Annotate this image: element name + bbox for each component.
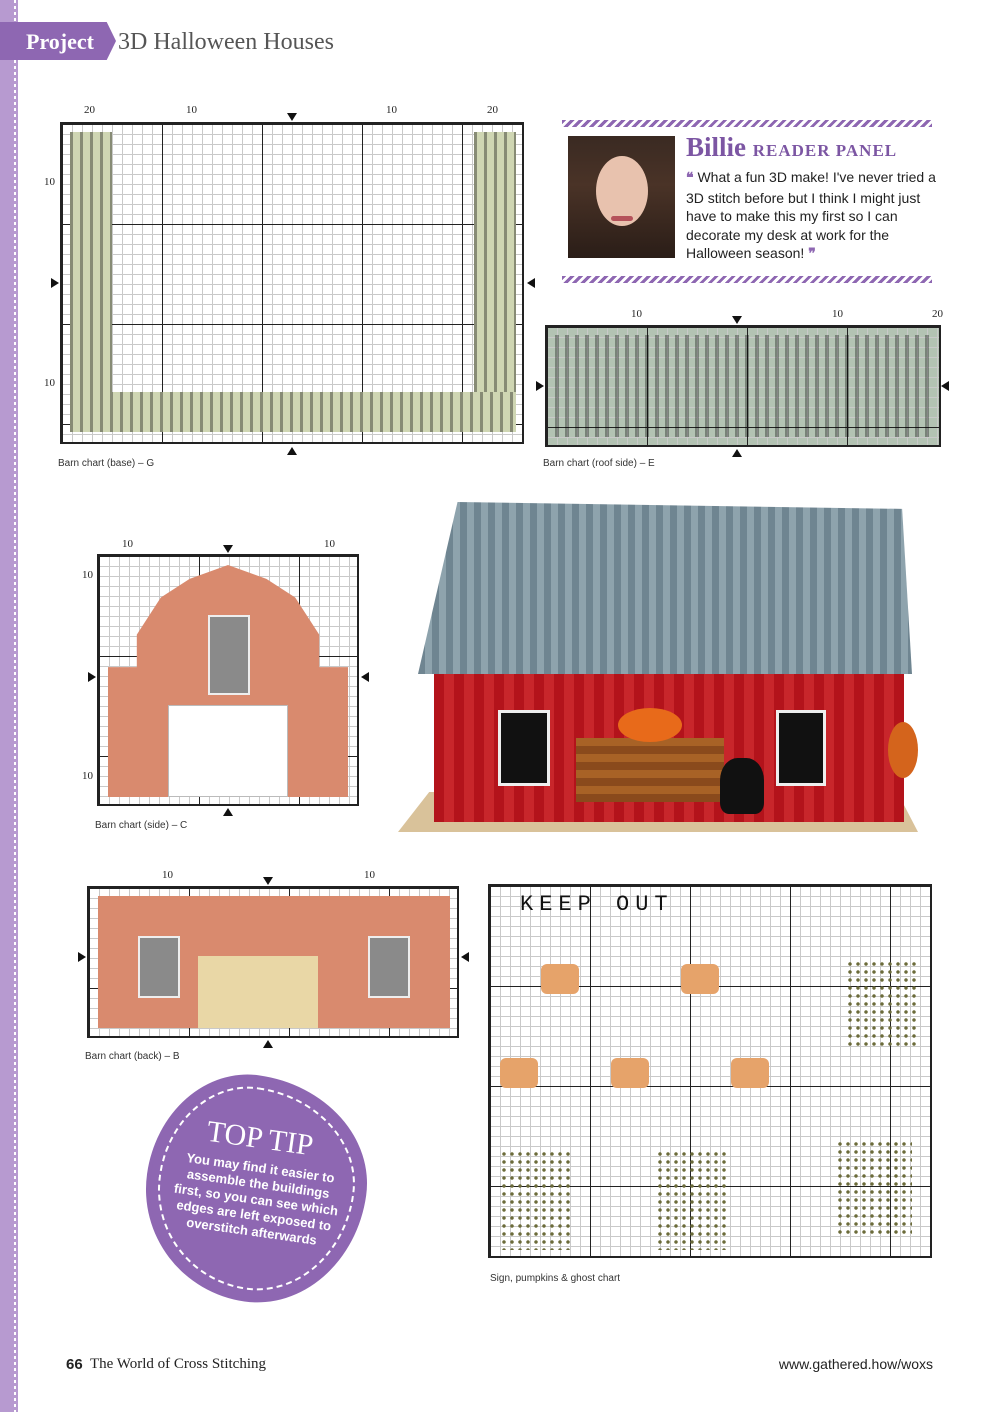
chart-side-tick: 10 [82,770,93,782]
quote-close-icon: ❞ [808,247,816,262]
chart-back-crate [198,956,318,1028]
chart-base-tick: 10 [386,104,397,116]
chart-roof-center-marker-top [732,316,742,324]
chart-back-center-marker-right [461,952,469,962]
reader-quote-text: What a fun 3D make! I've never tried a 3D stitch before but I think I might just have to make this my first so I can decorate my desk at work for the Halloween season! [686,169,936,261]
reader-name-text: Billie [686,132,746,162]
chart-back-window-right [368,936,410,998]
page-number: 66 [66,1356,83,1373]
chart-base-caption: Barn chart (base) – G [58,458,155,469]
section-tab-label: Project [26,29,94,54]
chart-side-center-marker-left [88,672,96,682]
pumpkin-motif [541,964,579,994]
chart-side-window [208,615,250,695]
pumpkin-motif [611,1058,649,1088]
chart-base-tick: 10 [44,176,55,188]
chart-back-center-marker-bottom [263,1040,273,1048]
chart-base-center-marker-left [51,278,59,288]
pumpkin-motif [731,1058,769,1088]
chart-side-center-marker-top [223,545,233,553]
chart-sign-text: KEEP OUT [520,892,674,917]
top-tip-title: TOP TIP [204,1114,316,1163]
chart-base-center-marker-top [287,113,297,121]
chart-roof-tick: 20 [932,308,943,320]
ghost-motif [846,960,916,1050]
ghost-motif [656,1150,726,1250]
chart-side-center-marker-bottom [223,808,233,816]
chart-back-tick: 10 [364,869,375,881]
chart-roof-tick: 10 [631,308,642,320]
quote-open-icon: ❝ [686,171,694,186]
chart-base-band-bottom [70,392,516,432]
chart-back-center-marker-top [263,877,273,885]
chart-base-tick: 10 [44,377,55,389]
barn-photo [398,502,918,838]
chart-roof-caption: Barn chart (roof side) – E [543,458,655,469]
chart-base-center-marker-bottom [287,447,297,455]
chart-base-tick: 20 [84,104,95,116]
reader-photo [568,136,675,258]
website-url[interactable]: www.gathered.how/woxs [778,1356,933,1372]
chart-back-caption: Barn chart (back) – B [85,1051,180,1062]
chart-base-tick: 10 [186,104,197,116]
chart-side-tick: 10 [324,538,335,550]
chart-back-window-left [138,936,180,998]
pumpkin-motif [500,1058,538,1088]
chart-roof-center-marker-right [941,381,949,391]
chart-roof-tick: 10 [832,308,843,320]
chart-base-center-marker-right [527,278,535,288]
reader-panel-top-rule [562,120,932,127]
chart-back-tick: 10 [162,869,173,881]
chart-roof-center-marker-bottom [732,449,742,457]
ghost-motif [836,1140,912,1236]
chart-side-tick: 10 [82,569,93,581]
chart-back-center-marker-left [78,952,86,962]
chart-side-caption: Barn chart (side) – C [95,820,188,831]
magazine-name: The World of Cross Stitching [90,1356,267,1372]
reader-panel-label: READER PANEL [752,141,898,160]
chart-roof-center-marker-left [536,381,544,391]
chart-base-band-left [70,132,112,432]
chart-sign-caption: Sign, pumpkins & ghost chart [490,1273,621,1284]
reader-quote [686,168,936,265]
chart-side-center-marker-right [361,672,369,682]
reader-panel-bottom-rule [562,276,932,283]
top-tip-text: You may find it easier to assemble the buildings first, so you can see which edges are left exposed to overstitch afterwards [173,1149,340,1248]
chart-base-tick: 20 [487,104,498,116]
reader-name [686,132,897,163]
chart-base-band-right [474,132,516,432]
side-stitch-line [14,0,16,1412]
page-title: 3D Halloween Houses [118,29,334,55]
chart-side-tick: 10 [122,538,133,550]
pumpkin-motif [681,964,719,994]
chart-side-door [168,705,288,797]
ghost-motif [500,1150,570,1250]
chart-roof-pattern [555,335,931,437]
